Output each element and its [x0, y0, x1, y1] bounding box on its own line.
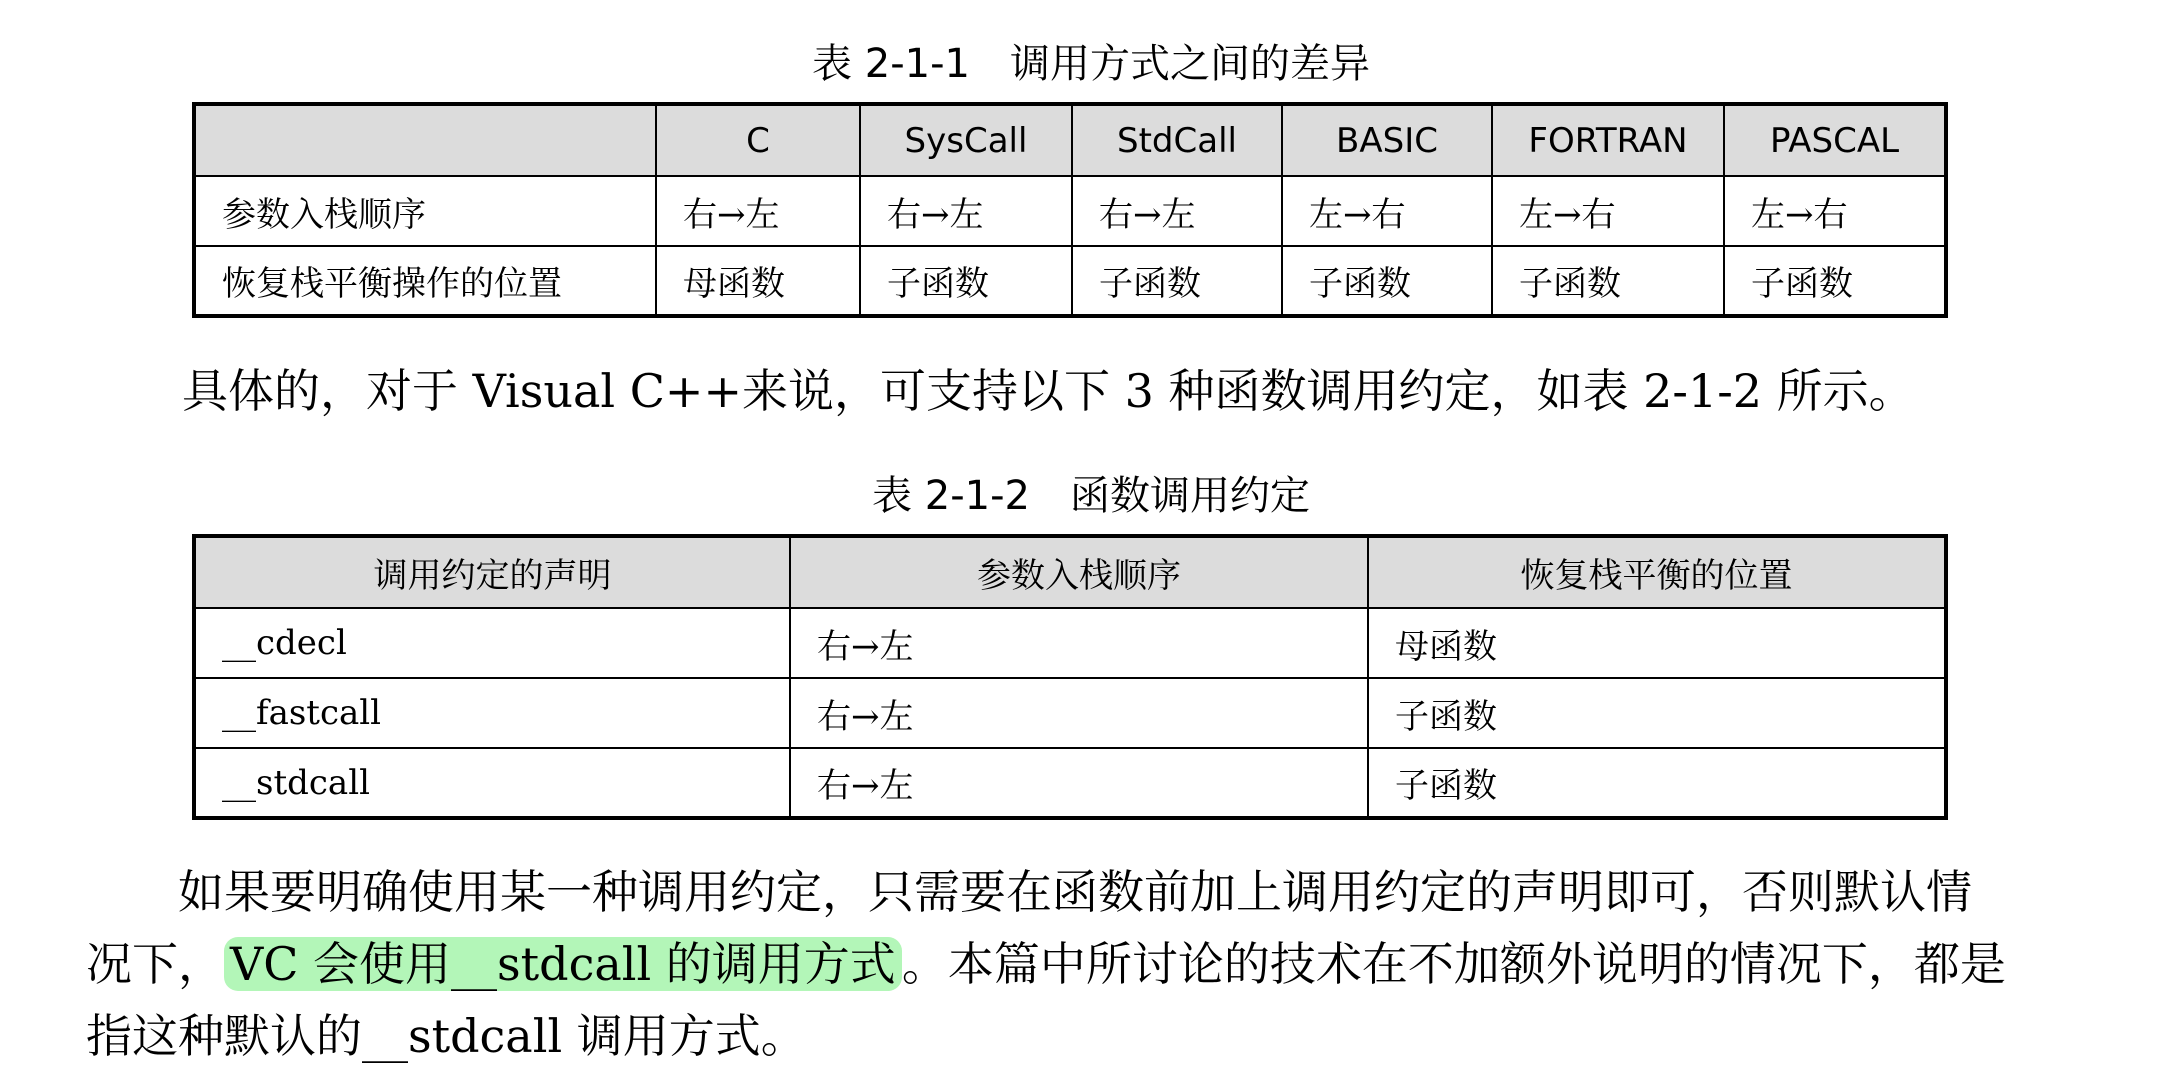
table2-header-declaration: 调用约定的声明: [194, 536, 790, 608]
table-cell: 母函数: [656, 246, 860, 316]
line2-suffix: 。本篇中所讨论的技术在不加额外说明的情况下，都是: [901, 937, 2006, 991]
table-cell: 右→左: [656, 176, 860, 246]
table-cell: 左→右: [1492, 176, 1724, 246]
paragraph-2-line-3: 指这种默认的__stdcall 调用方式。: [86, 1009, 807, 1063]
table-cell: __fastcall: [194, 678, 790, 748]
table2-header-row: [194, 536, 1946, 608]
highlighted-text: VC 会使用__stdcall 的调用方式: [224, 937, 902, 991]
table2-header-push-order: 参数入栈顺序: [790, 536, 1368, 608]
paragraph-2-line-2: [86, 928, 2096, 1000]
table1-header-pascal: PASCAL: [1724, 104, 1946, 176]
table-cell: __cdecl: [194, 608, 790, 678]
table-cell: 子函数: [1368, 748, 1946, 818]
paragraph-1: 具体的，对于 Visual C++来说，可支持以下 3 种函数调用约定，如表 2-1-2 所示。: [182, 364, 1915, 418]
paragraph-2-line-1: 如果要明确使用某一种调用约定，只需要在函数前加上调用约定的声明即可，否则默认情: [86, 865, 1972, 919]
table-cell: 子函数: [1724, 246, 1946, 316]
table-row: [194, 176, 1946, 246]
table1-header-syscall: SysCall: [860, 104, 1072, 176]
calling-conventions-table: [192, 534, 1948, 820]
table-cell: 子函数: [1072, 246, 1282, 316]
table-cell: 子函数: [1368, 678, 1946, 748]
table-cell: 右→左: [860, 176, 1072, 246]
table-row: [194, 748, 1946, 818]
table2-caption: 表 2-1-2 函数调用约定: [872, 473, 1310, 519]
table-cell: 左→右: [1282, 176, 1492, 246]
calling-convention-differences-table: [192, 102, 1948, 318]
table1-header-empty: [194, 104, 656, 176]
line2-prefix: 况下，: [86, 937, 224, 991]
table-cell: 右→左: [790, 608, 1368, 678]
table-cell: 子函数: [860, 246, 1072, 316]
table2-header-stack-cleanup: 恢复栈平衡的位置: [1368, 536, 1946, 608]
table-row: [194, 608, 1946, 678]
table-cell: 子函数: [1492, 246, 1724, 316]
row-label: 参数入栈顺序: [194, 176, 656, 246]
table1-caption: 表 2-1-1 调用方式之间的差异: [812, 41, 1370, 87]
table-cell: 右→左: [790, 748, 1368, 818]
table-cell: 右→左: [790, 678, 1368, 748]
table1-header-basic: BASIC: [1282, 104, 1492, 176]
table1-header-fortran: FORTRAN: [1492, 104, 1724, 176]
table-cell: 子函数: [1282, 246, 1492, 316]
table1-header-c: C: [656, 104, 860, 176]
table1-header-stdcall: StdCall: [1072, 104, 1282, 176]
table-row: [194, 678, 1946, 748]
row-label: 恢复栈平衡操作的位置: [194, 246, 656, 316]
table-row: [194, 246, 1946, 316]
table-cell: 右→左: [1072, 176, 1282, 246]
table-cell: 母函数: [1368, 608, 1946, 678]
table-cell: 左→右: [1724, 176, 1946, 246]
table1-header-row: [194, 104, 1946, 176]
table-cell: __stdcall: [194, 748, 790, 818]
